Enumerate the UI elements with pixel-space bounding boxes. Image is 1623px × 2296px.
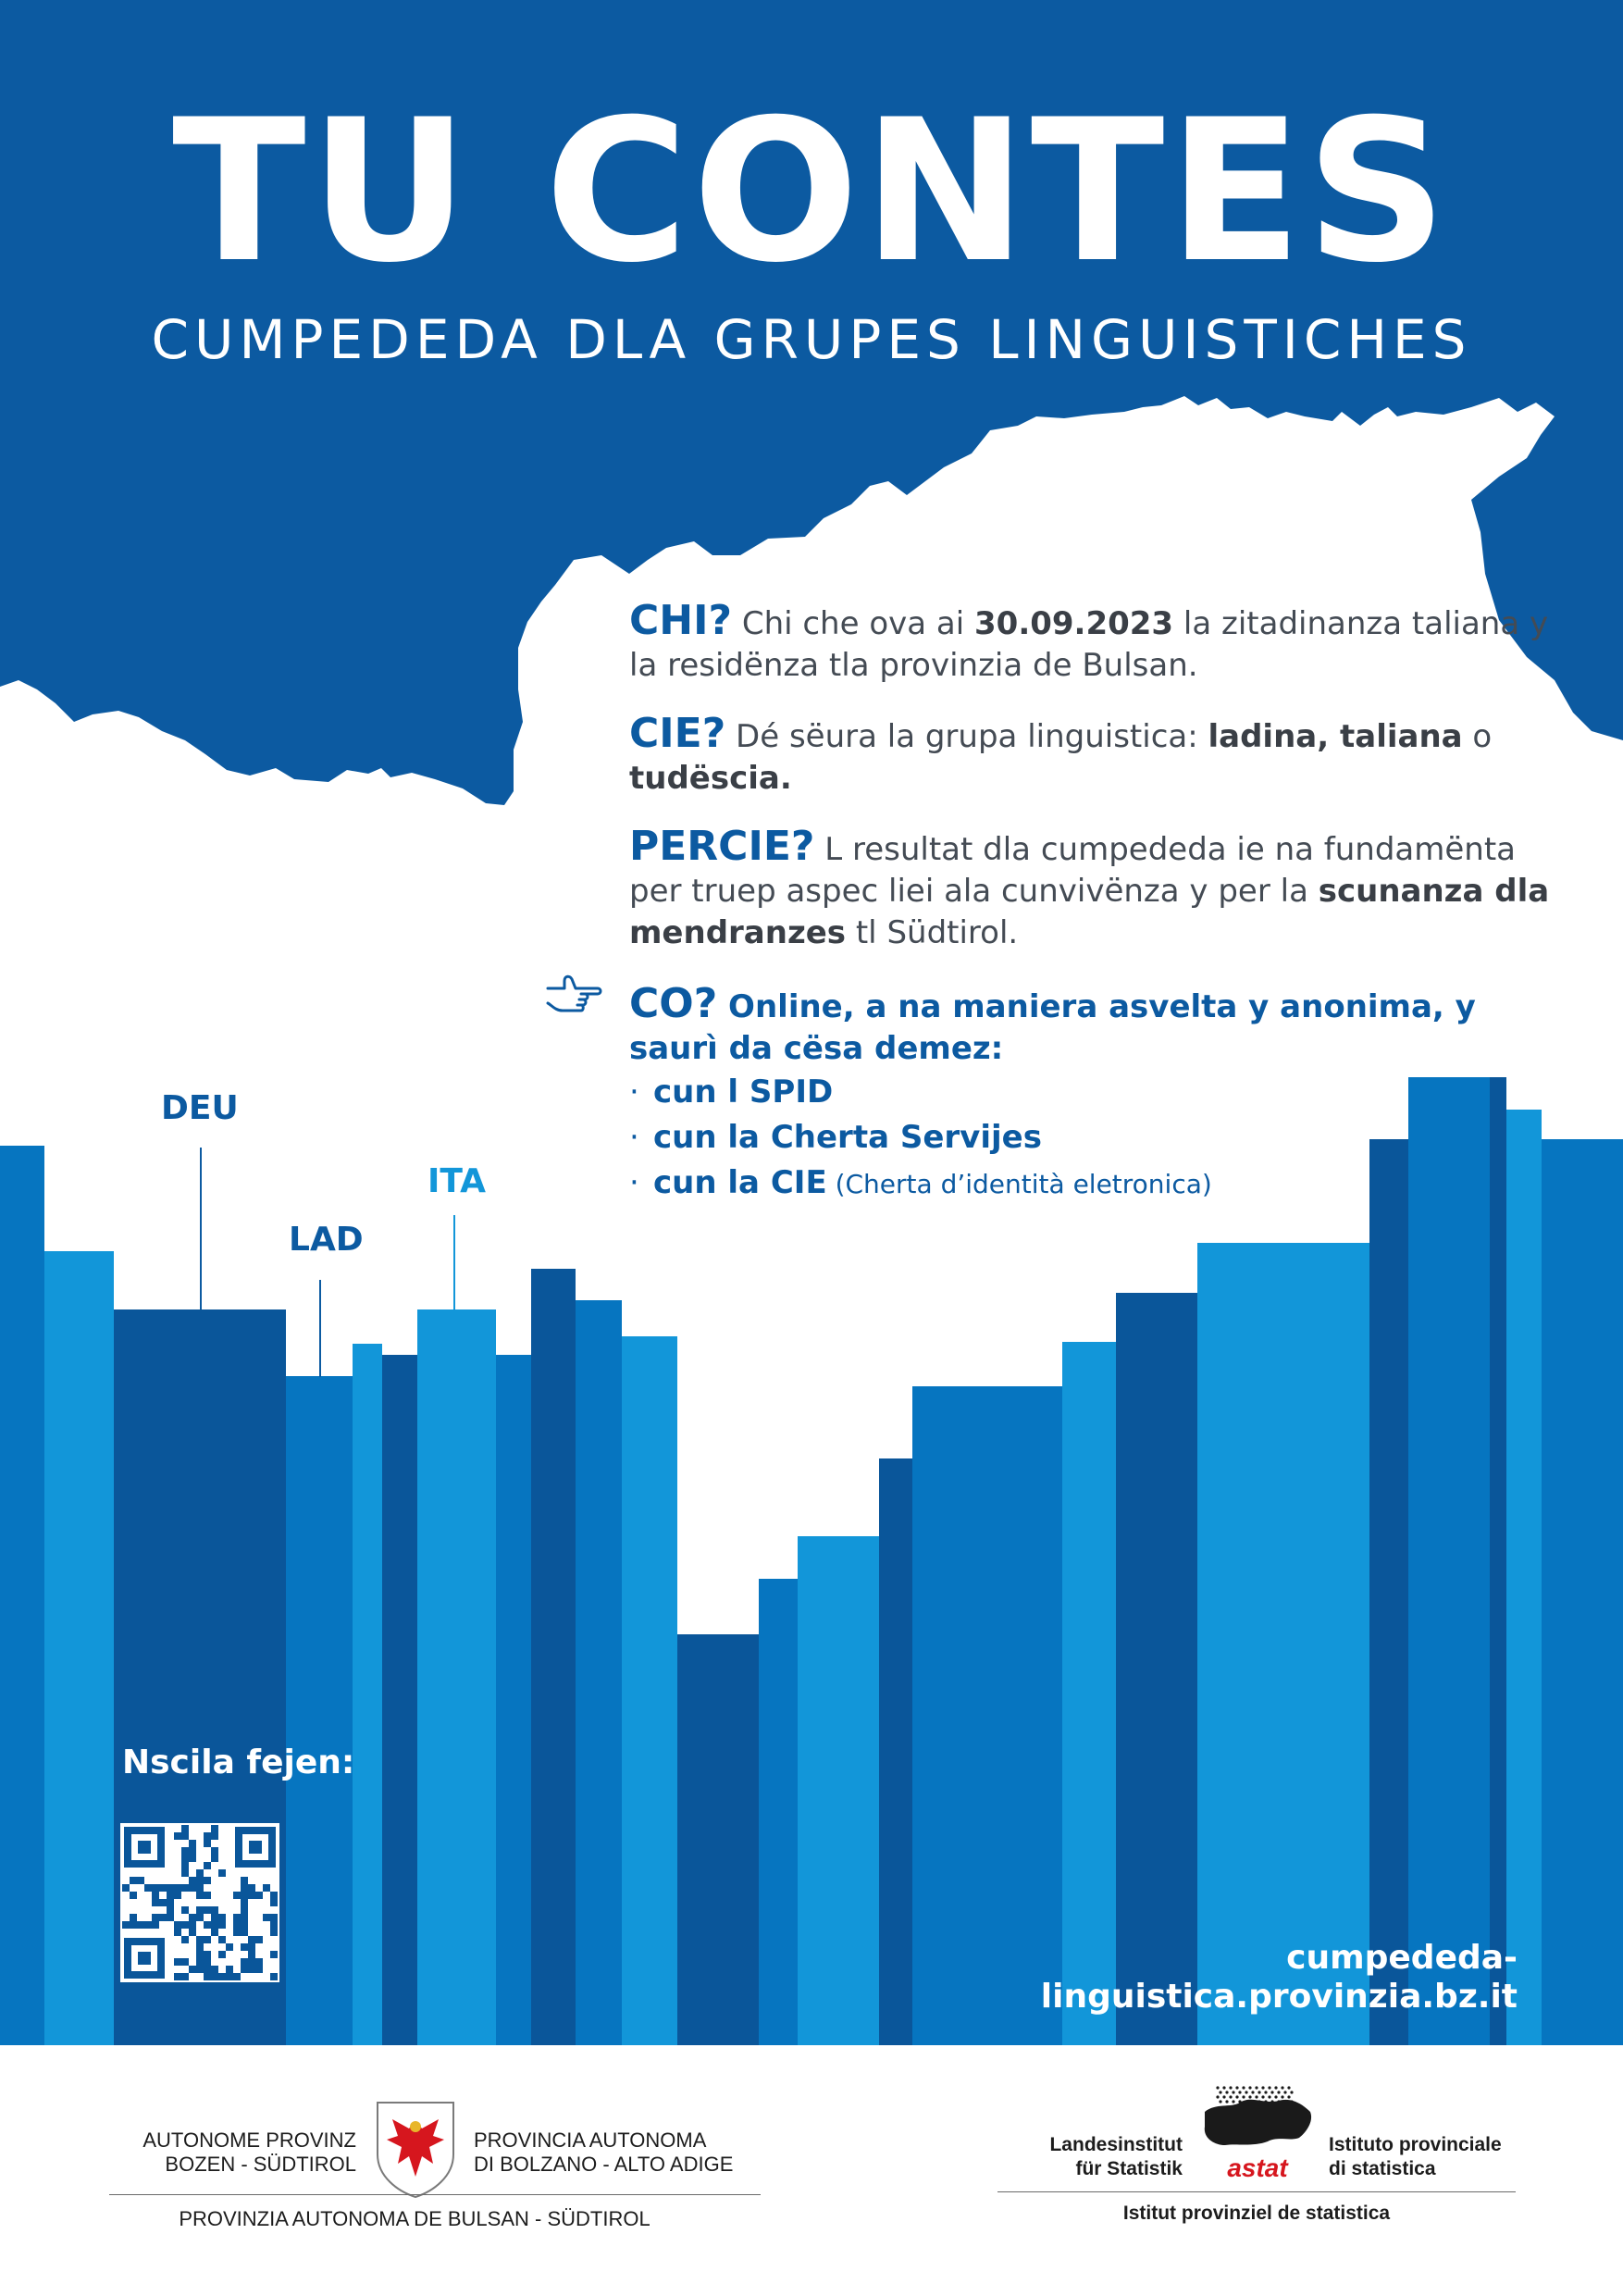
- leader-line-ita: [453, 1215, 455, 1309]
- label-lad: LAD: [289, 1221, 364, 1259]
- astat-logo-icon: [1199, 2084, 1316, 2182]
- cie-text-2: o: [1462, 718, 1493, 755]
- skyline-bar: [417, 1309, 496, 2045]
- skyline-bar: [531, 1269, 576, 2045]
- percie-label: PERCIE?: [629, 823, 815, 870]
- footer-astat-lad: Istitut provinziel de statistica: [1122, 2203, 1391, 2224]
- poster-title: TU CONTES: [172, 77, 1451, 305]
- list-item: · cun l SPID: [629, 1074, 834, 1111]
- chi-date: 30.09.2023: [974, 605, 1174, 642]
- item-bold: Cherta Servijes: [770, 1119, 1042, 1156]
- qr-caption: Nscila fejen:: [122, 1744, 355, 1781]
- footer-de-province: [111, 2128, 356, 2177]
- info-chi: [629, 597, 1573, 687]
- skyline-bar: [1542, 1139, 1623, 2045]
- cie-label: CIE?: [629, 710, 726, 757]
- astat-logo-text: astat: [1227, 2153, 1288, 2182]
- footer-it-line-1: PROVINCIA AUTONOMA: [474, 2128, 707, 2152]
- item-prefix: cun la: [653, 1164, 771, 1201]
- footer-it-province: [474, 2128, 770, 2177]
- list-item: · cun la CIE (Cherta d’identità eletronica): [629, 1164, 1212, 1201]
- item-note: (Cherta d’identità eletronica): [826, 1169, 1212, 1199]
- info-cie: [629, 710, 1573, 800]
- percie-text-2: tl Südtirol.: [846, 914, 1019, 951]
- cie-option-3: tudëscia.: [629, 760, 792, 797]
- footer-de-line-1: AUTONOME PROVINZ: [142, 2128, 356, 2152]
- skyline-bar: [1408, 1077, 1490, 2045]
- cie-options: ladina, taliana: [1208, 718, 1463, 755]
- skyline-bar: [0, 1146, 44, 2045]
- item-bold: CIE: [770, 1164, 827, 1201]
- chi-label: CHI?: [629, 597, 733, 644]
- item-bold: SPID: [749, 1074, 834, 1111]
- skyline-bar: [1506, 1110, 1542, 2045]
- skyline-bar: [1490, 1077, 1506, 2045]
- skyline-bar: [1197, 1243, 1369, 2045]
- website-link[interactable]: cumpededa-linguistica.provinzia.bz.it: [1040, 1939, 1518, 2016]
- chi-text-1: Chi che ova ai: [732, 605, 974, 642]
- co-text: Online, a na maniera asvelta y anonima, y saurì da cësa demez:: [629, 988, 1476, 1067]
- qr-code-icon[interactable]: [120, 1823, 279, 1982]
- co-label: CO?: [629, 980, 718, 1027]
- astat-de-line-2: für Statistik: [1075, 2158, 1183, 2179]
- skyline-bar: [353, 1344, 382, 2045]
- item-prefix: cun l: [653, 1074, 750, 1111]
- footer-it-line-2: DI BOLZANO - ALTO ADIGE: [474, 2153, 734, 2176]
- skyline-bar: [44, 1251, 114, 2045]
- footer-astat-it: [1329, 2133, 1551, 2181]
- item-prefix: cun la: [653, 1119, 771, 1156]
- leader-line-deu: [200, 1148, 202, 1309]
- footer-lad-province: PROVINZIA AUTONOMA DE BULSAN - SÜDTIROL: [179, 2207, 650, 2230]
- astat-it-line-2: di statistica: [1329, 2158, 1436, 2179]
- info-percie: [629, 825, 1573, 954]
- percie-bold: scunanza dla mendranzes: [629, 873, 1550, 951]
- label-ita: ITA: [427, 1162, 487, 1200]
- skyline-bar: [496, 1355, 531, 2045]
- skyline-bar: [1369, 1139, 1408, 2045]
- astat-it-line-1: Istituto provinciale: [1329, 2134, 1502, 2155]
- label-deu: DEU: [161, 1089, 239, 1127]
- footer-de-line-2: BOZEN - SÜDTIROL: [165, 2153, 356, 2176]
- pointing-hand-icon: [544, 972, 603, 1016]
- percie-text-1: L resultat dla cumpededa ie na fundamënta per truep aspec liei ala cunvivënza y per la: [629, 831, 1517, 910]
- skyline-bar: [576, 1300, 622, 2045]
- skyline-bar: [622, 1336, 677, 2045]
- astat-de-line-1: Landesinstitut: [1049, 2134, 1183, 2155]
- cie-text-1: Dé sëura la grupa linguistica:: [725, 718, 1208, 755]
- skyline-bar: [677, 1634, 759, 2045]
- footer-divider-left: [109, 2194, 761, 2195]
- skyline-bar: [759, 1579, 798, 2045]
- skyline-bar: [1116, 1293, 1197, 2045]
- provincial-coat-of-arms-icon: [374, 2099, 457, 2199]
- leader-line-lad: [319, 1280, 321, 1377]
- footer-divider-right: [997, 2191, 1516, 2192]
- skyline-bar: [798, 1536, 879, 2045]
- list-item: · cun la Cherta Servijes: [629, 1119, 1042, 1156]
- footer-astat-de: [1001, 2133, 1183, 2181]
- skyline-bar: [286, 1376, 353, 2045]
- info-co: [629, 980, 1573, 1207]
- skyline-bar: [382, 1355, 417, 2045]
- chi-text-2: la zitadinanza taliana y la residënza tla provinzia de Bulsan.: [629, 605, 1549, 684]
- co-methods-list: [629, 1070, 1573, 1207]
- poster-subtitle: CUMPEDEDA DLA GRUPES LINGUISTICHES: [151, 308, 1472, 371]
